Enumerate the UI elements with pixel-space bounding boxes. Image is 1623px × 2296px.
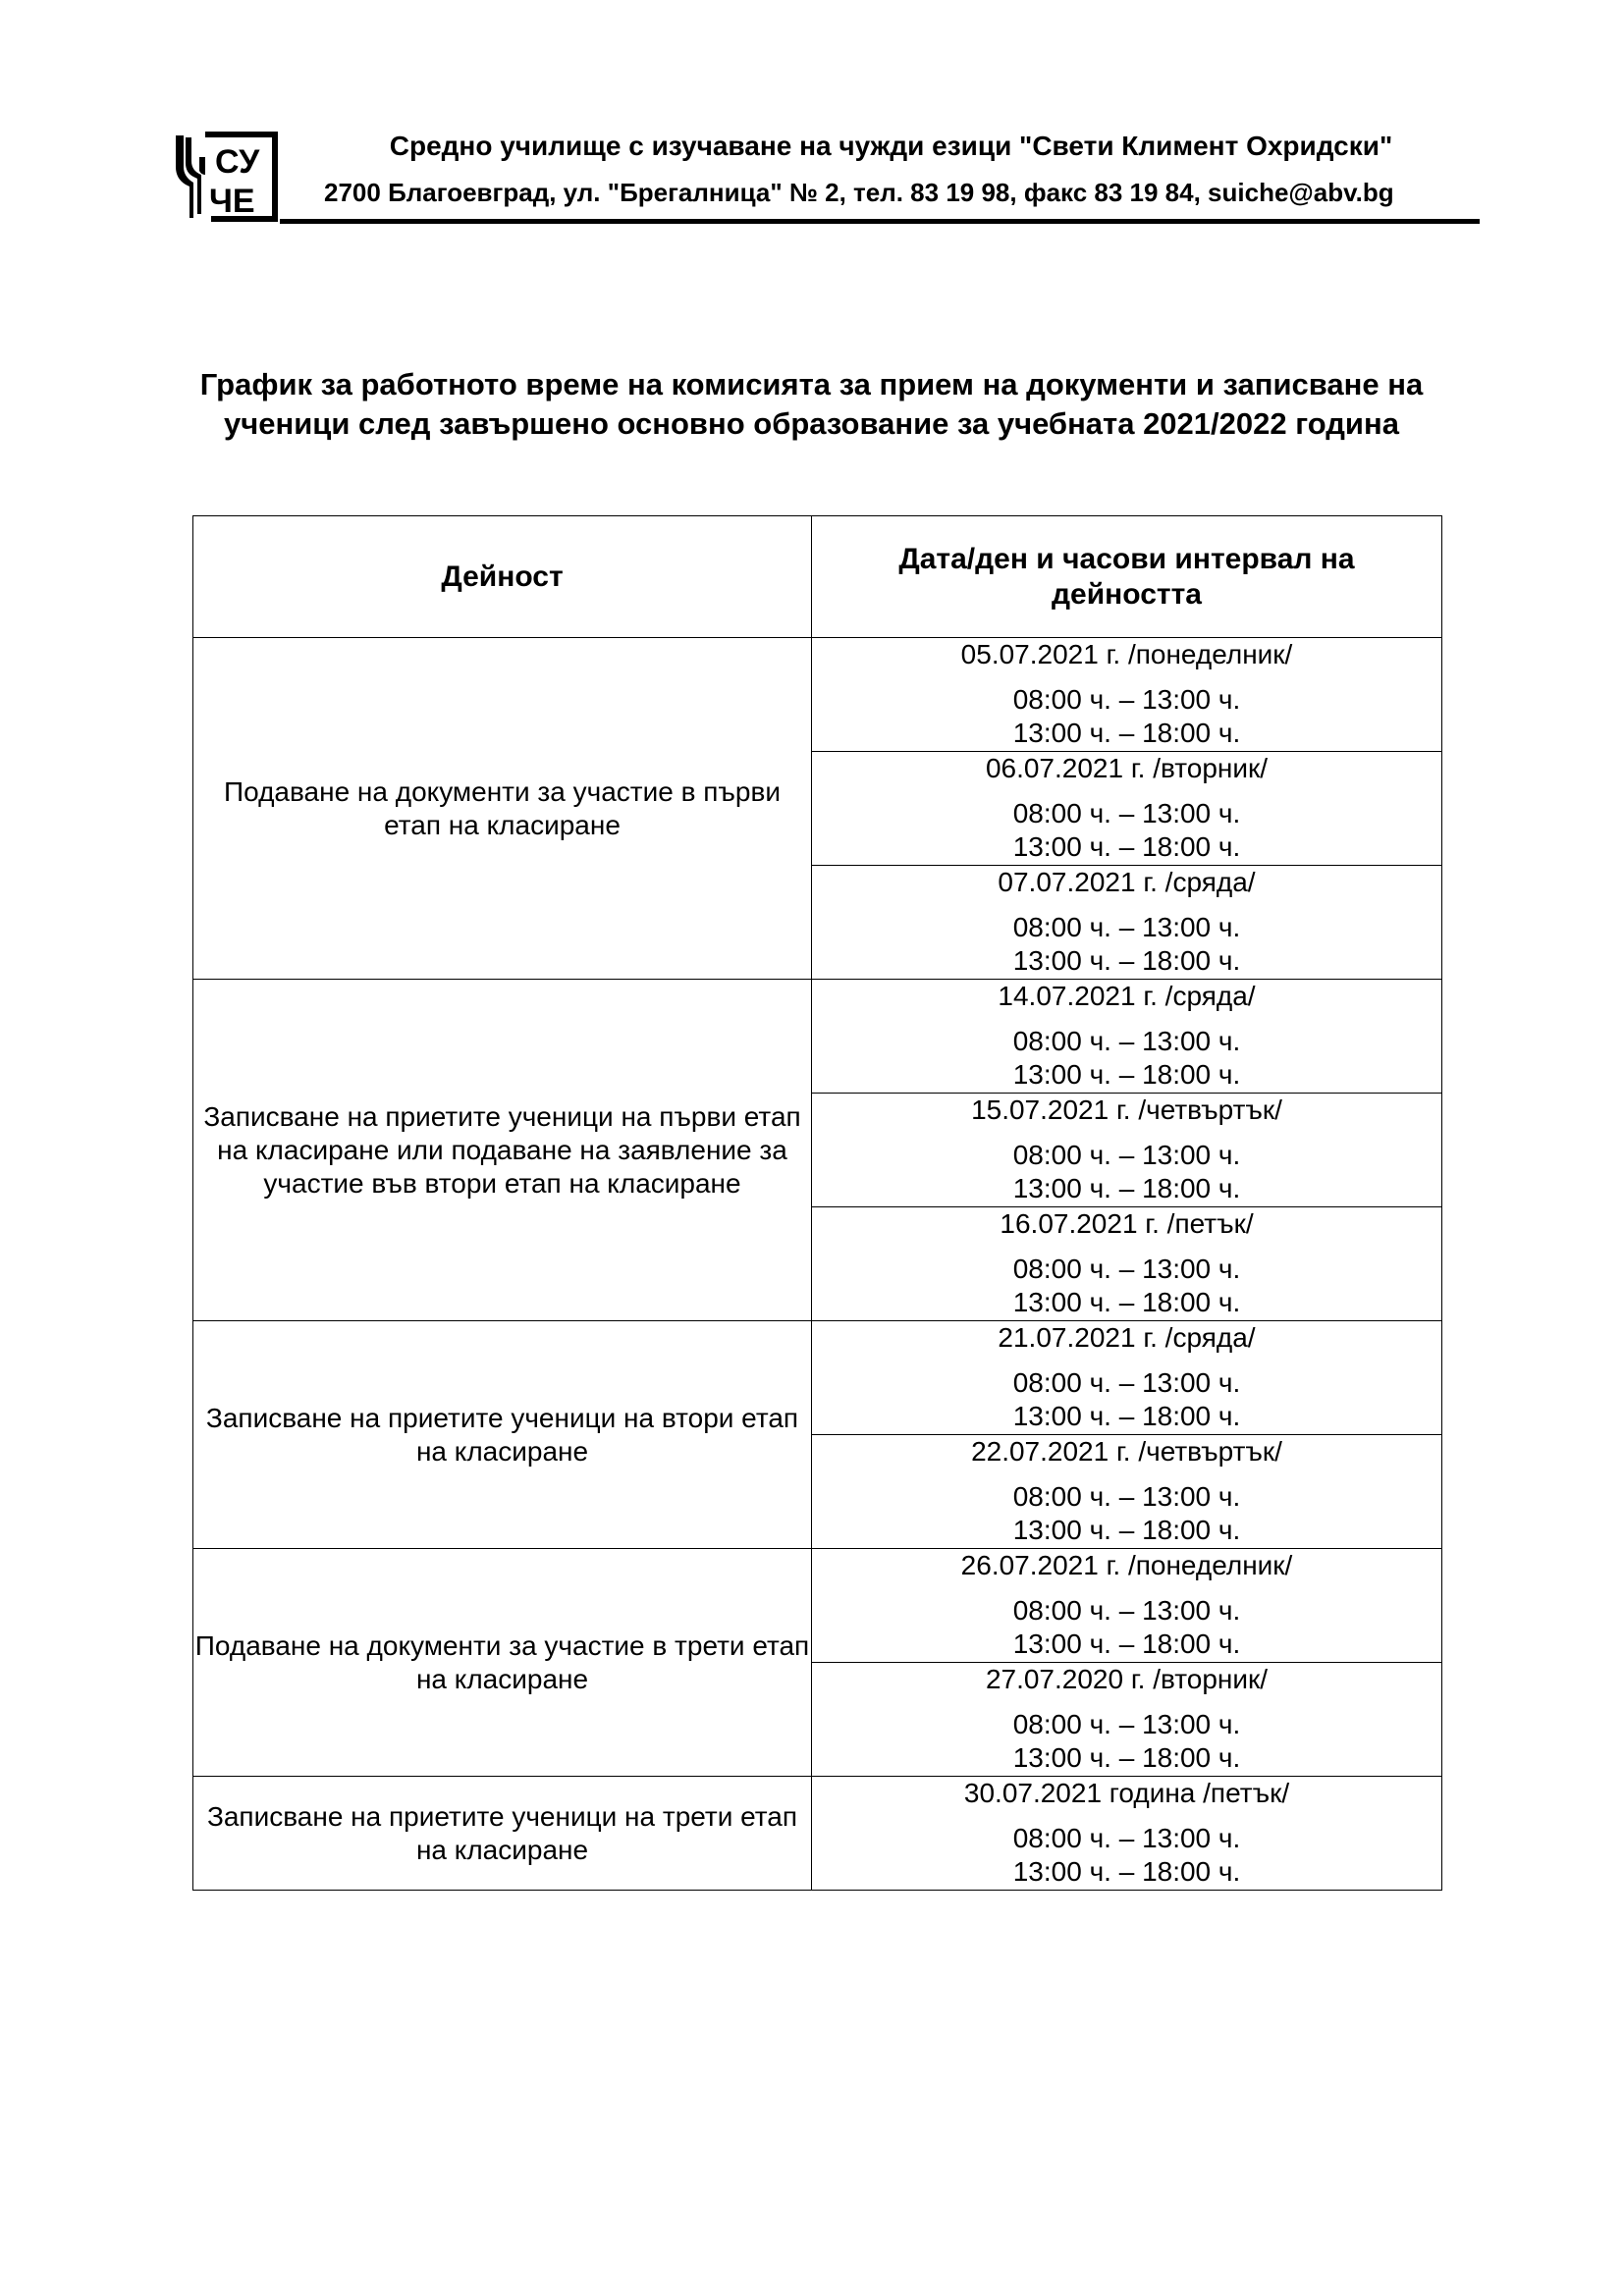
column-header-dates-line-1: Дата/ден и часови интервал на (898, 542, 1355, 575)
slot-date: 26.07.2021 г. /понеделник/ (960, 1550, 1293, 1580)
slot-date: 14.07.2021 г. /сряда/ (998, 981, 1256, 1011)
table-row (193, 1321, 1442, 1435)
slot-time-morning: 08:00 ч. – 13:00 ч. (1012, 1140, 1241, 1170)
slot-date: 27.07.2020 г. /вторник/ (985, 1664, 1269, 1694)
activity-cell: Записване на приетите ученици на втори етап на класиране (193, 1321, 812, 1549)
slot-time-afternoon: 13:00 ч. – 18:00 ч. (1012, 1515, 1241, 1545)
activity-cell: Подаване на документи за участие в трети етап на класиране (193, 1549, 812, 1777)
slot-date: 07.07.2021 г. /сряда/ (998, 867, 1256, 897)
title-line-1: График за работното време на комисията за прием на документи и записване на (199, 367, 1424, 401)
date-slot-cell (812, 1207, 1442, 1321)
date-slot-cell (812, 1777, 1442, 1891)
column-header-dates-line-2: дейността (1052, 577, 1202, 611)
slot-time-morning: 08:00 ч. – 13:00 ч. (1012, 912, 1241, 942)
slot-time-morning: 08:00 ч. – 13:00 ч. (1012, 1254, 1241, 1284)
table-row (193, 980, 1442, 1094)
date-slot-cell (812, 638, 1442, 752)
table-row (193, 1549, 1442, 1663)
date-slot-cell (812, 980, 1442, 1094)
slot-time-afternoon: 13:00 ч. – 18:00 ч. (1012, 831, 1241, 862)
table-row (193, 638, 1442, 752)
table-row (193, 1777, 1442, 1891)
slot-time-afternoon: 13:00 ч. – 18:00 ч. (1012, 1742, 1241, 1773)
logo-text-bottom: ЧЕ (209, 183, 255, 220)
date-slot-cell (812, 1549, 1442, 1663)
logo-text-top: СУ (215, 143, 260, 181)
date-slot-cell (812, 752, 1442, 866)
slot-time-afternoon: 13:00 ч. – 18:00 ч. (1012, 1287, 1241, 1317)
document-title (147, 365, 1476, 444)
schedule-table (192, 515, 1442, 1891)
activity-cell: Записване на приетите ученици на трети етап на класиране (193, 1777, 812, 1891)
column-header-dates (812, 516, 1442, 638)
slot-date: 05.07.2021 г. /понеделник/ (960, 639, 1293, 669)
activity-cell: Подаване на документи за участие в първи етап на класиране (193, 638, 812, 980)
slot-time-morning: 08:00 ч. – 13:00 ч. (1012, 1481, 1241, 1512)
slot-date: 21.07.2021 г. /сряда/ (998, 1322, 1256, 1353)
slot-time-afternoon: 13:00 ч. – 18:00 ч. (1012, 718, 1241, 748)
slot-date: 30.07.2021 година /петък/ (963, 1778, 1290, 1808)
slot-time-morning: 08:00 ч. – 13:00 ч. (1012, 684, 1241, 715)
school-name: Средно училище с изучаване на чужди езици "Свети Климент Охридски" (389, 131, 1393, 161)
date-slot-cell (812, 1094, 1442, 1207)
letterhead (172, 123, 1478, 231)
date-slot-cell (812, 1663, 1442, 1777)
date-slot-cell (812, 1435, 1442, 1549)
slot-time-afternoon: 13:00 ч. – 18:00 ч. (1012, 1629, 1241, 1659)
slot-date: 16.07.2021 г. /петък/ (1000, 1208, 1254, 1239)
slot-time-morning: 08:00 ч. – 13:00 ч. (1012, 1026, 1241, 1056)
table-header-row (193, 516, 1442, 638)
slot-time-afternoon: 13:00 ч. – 18:00 ч. (1012, 1173, 1241, 1203)
slot-time-morning: 08:00 ч. – 13:00 ч. (1012, 798, 1241, 828)
header-rule (280, 219, 1480, 224)
slot-time-afternoon: 13:00 ч. – 18:00 ч. (1012, 1856, 1241, 1887)
slot-time-morning: 08:00 ч. – 13:00 ч. (1012, 1595, 1241, 1626)
slot-time-morning: 08:00 ч. – 13:00 ч. (1012, 1709, 1241, 1739)
column-header-activity: Дейност (193, 516, 812, 638)
slot-date: 22.07.2021 г. /четвъртък/ (971, 1436, 1282, 1467)
date-slot-cell (812, 1321, 1442, 1435)
slot-time-morning: 08:00 ч. – 13:00 ч. (1012, 1823, 1241, 1853)
activity-cell: Записване на приетите ученици на първи етап на класиране или подаване на заявление за участие във втори етап на класиране (193, 980, 812, 1321)
title-line-2: ученици след завършено основно образование за учебната 2021/2022 година (224, 406, 1399, 441)
date-slot-cell (812, 866, 1442, 980)
slot-time-afternoon: 13:00 ч. – 18:00 ч. (1012, 1401, 1241, 1431)
slot-time-morning: 08:00 ч. – 13:00 ч. (1012, 1367, 1241, 1398)
slot-date: 06.07.2021 г. /вторник/ (985, 753, 1269, 783)
slot-time-afternoon: 13:00 ч. – 18:00 ч. (1012, 1059, 1241, 1090)
slot-date: 15.07.2021 г. /четвъртък/ (971, 1095, 1282, 1125)
slot-time-afternoon: 13:00 ч. – 18:00 ч. (1012, 945, 1241, 976)
school-address: 2700 Благоевград, ул. "Брегалница" № 2, тел. 83 19 98, факс 83 19 84, suiche@abv.bg (324, 178, 1394, 207)
